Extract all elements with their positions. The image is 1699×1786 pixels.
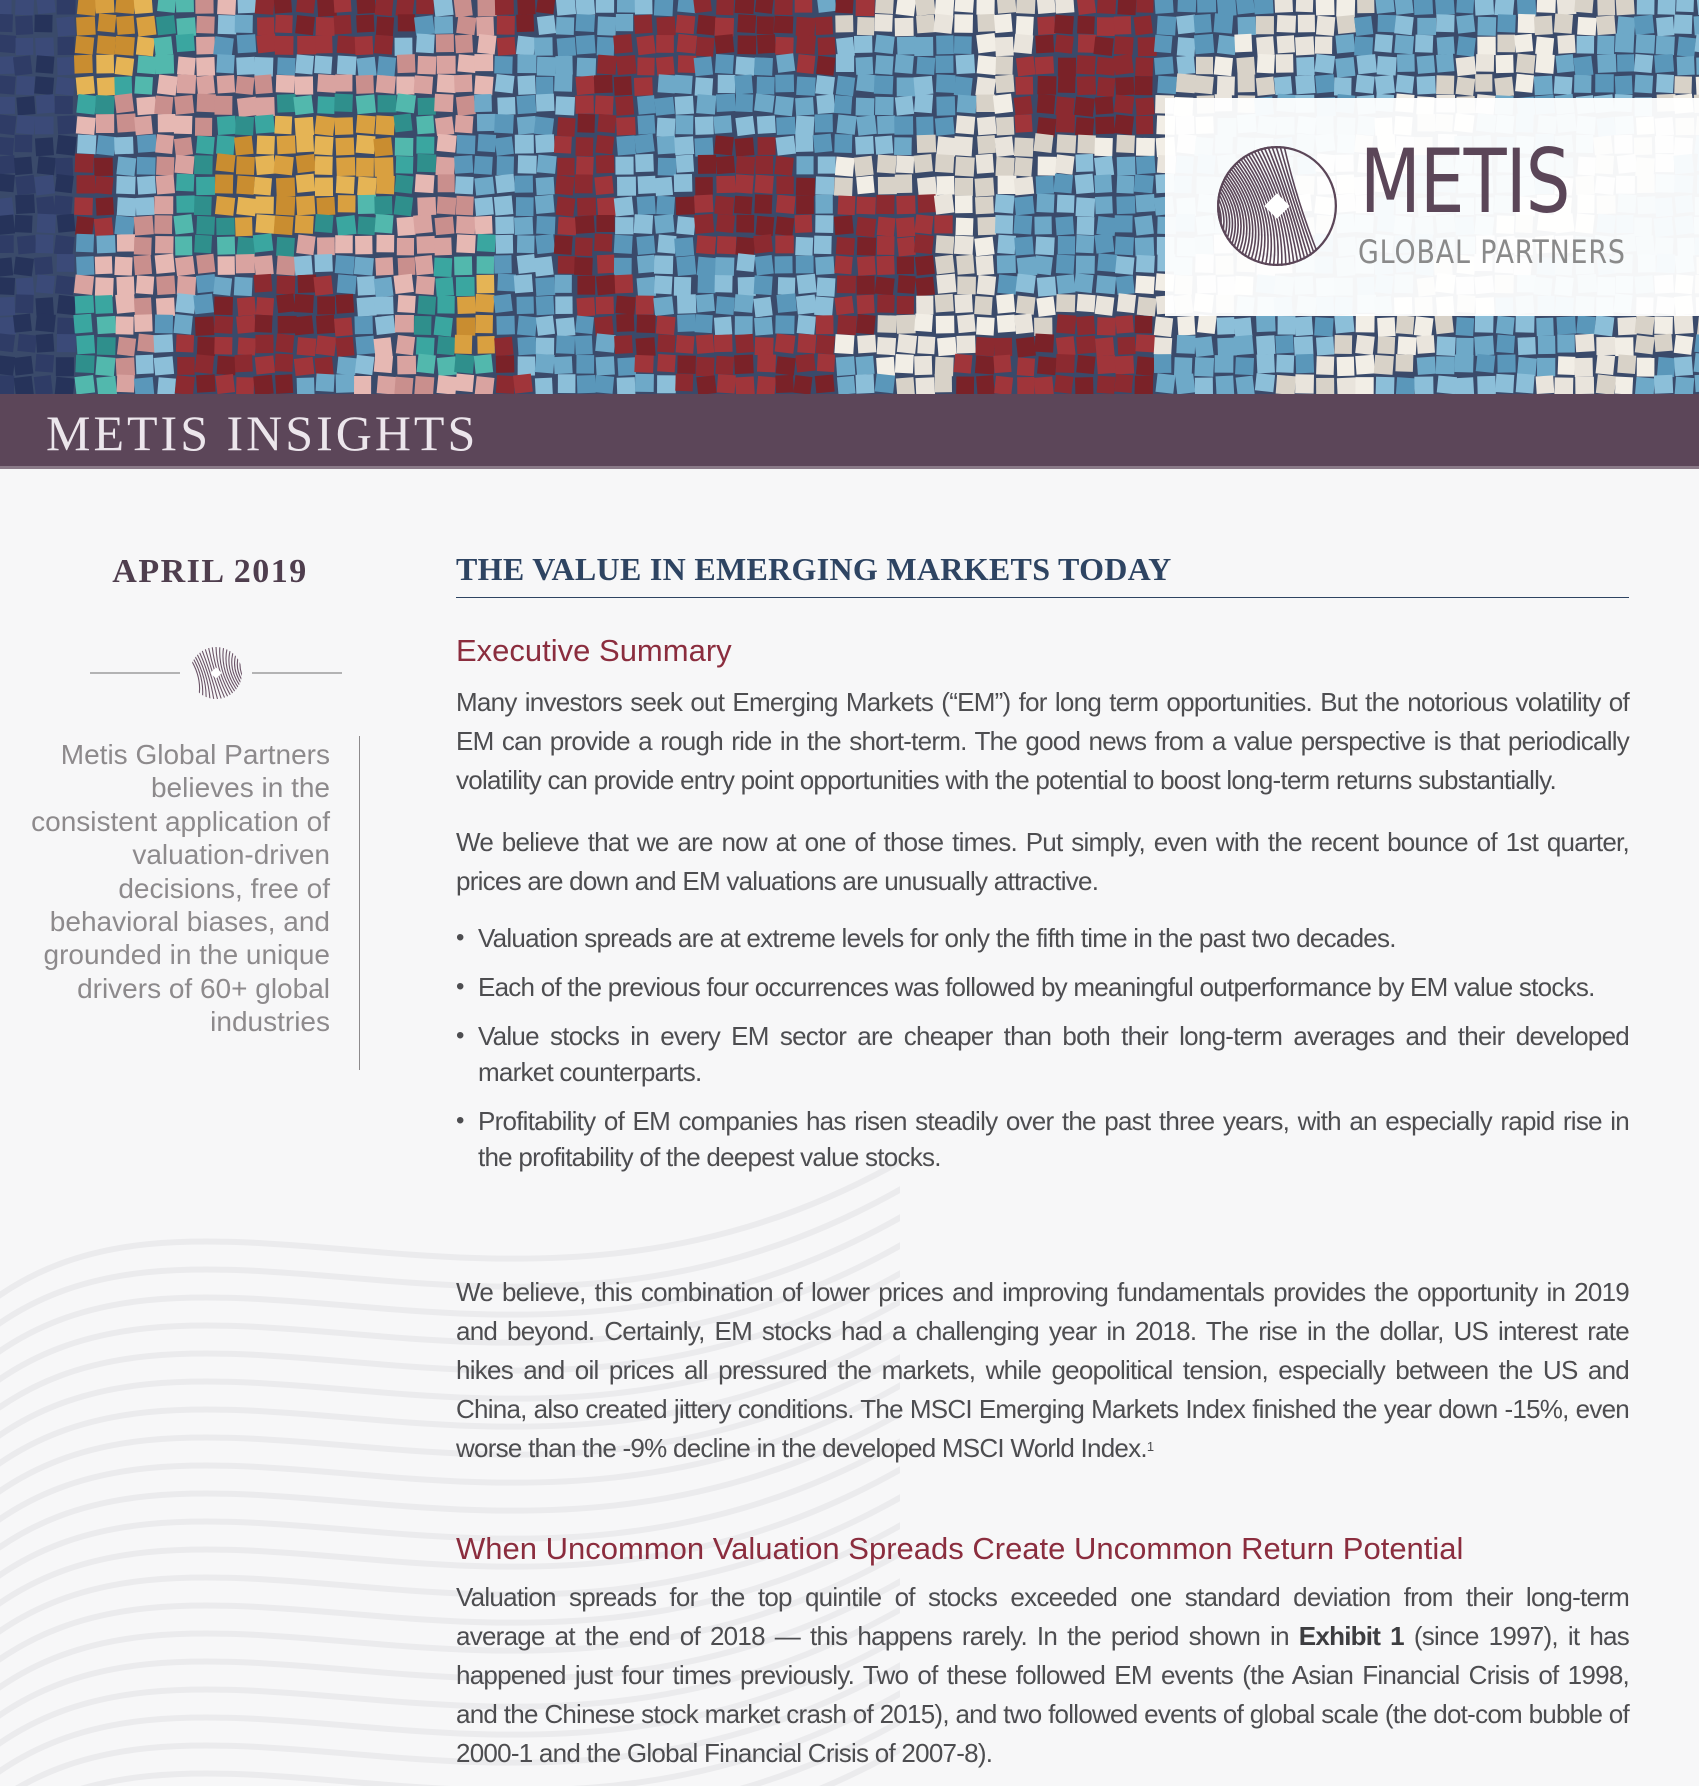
paragraph: We believe, this combination of lower prices and improving fundamentals provides the opportunity in 2019 and beyond. Certainly, EM stocks had a challenging year in 2018. The rise in the dollar, US interest rate hikes and oil prices all pressured the markets, while geopolitical tension, especially between the US and China, also created jittery conditions. The MSCI Emerging Markets Index finished the year down -15%, even worse than the -9% decline in the developed MSCI World Index.$^1$ [456,1277,1629,1463]
list-item: • Profitability of EM companies has risen steadily over the past three years, with an especially rapid rise in the profitability of the deepest value stocks. [456,1103,1629,1175]
paragraph: Many investors seek out Emerging Markets (“EM”) for long term opportunities. But the notorious volatility of EM can provide a rough ride in the short-term. The good news from a value perspective is that periodically volatility can provide entry point opportunities with the potential to boost long-term returns substantially. [456,687,1629,795]
issue-date: APRIL 2019 [112,553,308,590]
bullet-icon: • [456,1107,464,1134]
brand-name: METIS [1360,130,1570,233]
document-title: THE VALUE IN EMERGING MARKETS TODAY [456,550,1629,598]
brand-subtitle: GLOBAL PARTNERS [1358,233,1626,271]
title-band [0,394,1699,469]
paragraph: Valuation spreads for the top quintile of stocks exceeded one standard deviation from their long-term average at the end of 2018 — this happens rarely. In the period shown in Exhibit 1 (since 1997), it has happened just four times previously. Two of these followed EM events (the Asian Financial Crisis of 1998, and the Chinese stock market crash of 2015), and two followed events of global scale (the dot-com bubble of 2000-1 and the Global Financial Crisis of 2007-8). [456,1582,1629,1768]
sidebar-quote: Metis Global Partners believes in the consistent application of valuation-driven decisions, free of behavioral biases, and grounded in the unique drivers of 60+ global industries [31,739,330,1038]
sidebar-rule [359,736,360,1070]
metis-logo-icon [1215,144,1339,268]
footnote-marker[interactable]: 1 [1146,1439,1154,1454]
exhibit-reference: Exhibit 1 [1298,1621,1404,1651]
bullet-icon: • [456,924,464,951]
band-title: METIS INSIGHTS [46,405,479,461]
company-logo [1165,98,1699,316]
list-item: • Each of the previous four occurrences was followed by meaningful outperformance by EM value stocks. [456,969,1629,1005]
paragraph: We believe that we are now at one of those times. Put simply, even with the recent bounce of 1st quarter, prices are down and EM valuations are unusually attractive. [456,827,1629,896]
bullet-icon: • [456,1022,464,1049]
list-item: • Value stocks in every EM sector are cheaper than both their long-term averages and their developed market counterparts. [456,1018,1629,1090]
emblem-divider [90,645,342,701]
valuation-spreads-heading: When Uncommon Valuation Spreads Create Uncommon Return Potential [456,1531,1464,1566]
bullet-icon: • [456,973,464,1000]
list-item: • Valuation spreads are at extreme levels for only the fifth time in the past two decades. [456,920,1629,956]
bullet-list [456,920,1629,1175]
main-content [456,550,1629,1773]
executive-summary-heading: Executive Summary [456,633,732,668]
